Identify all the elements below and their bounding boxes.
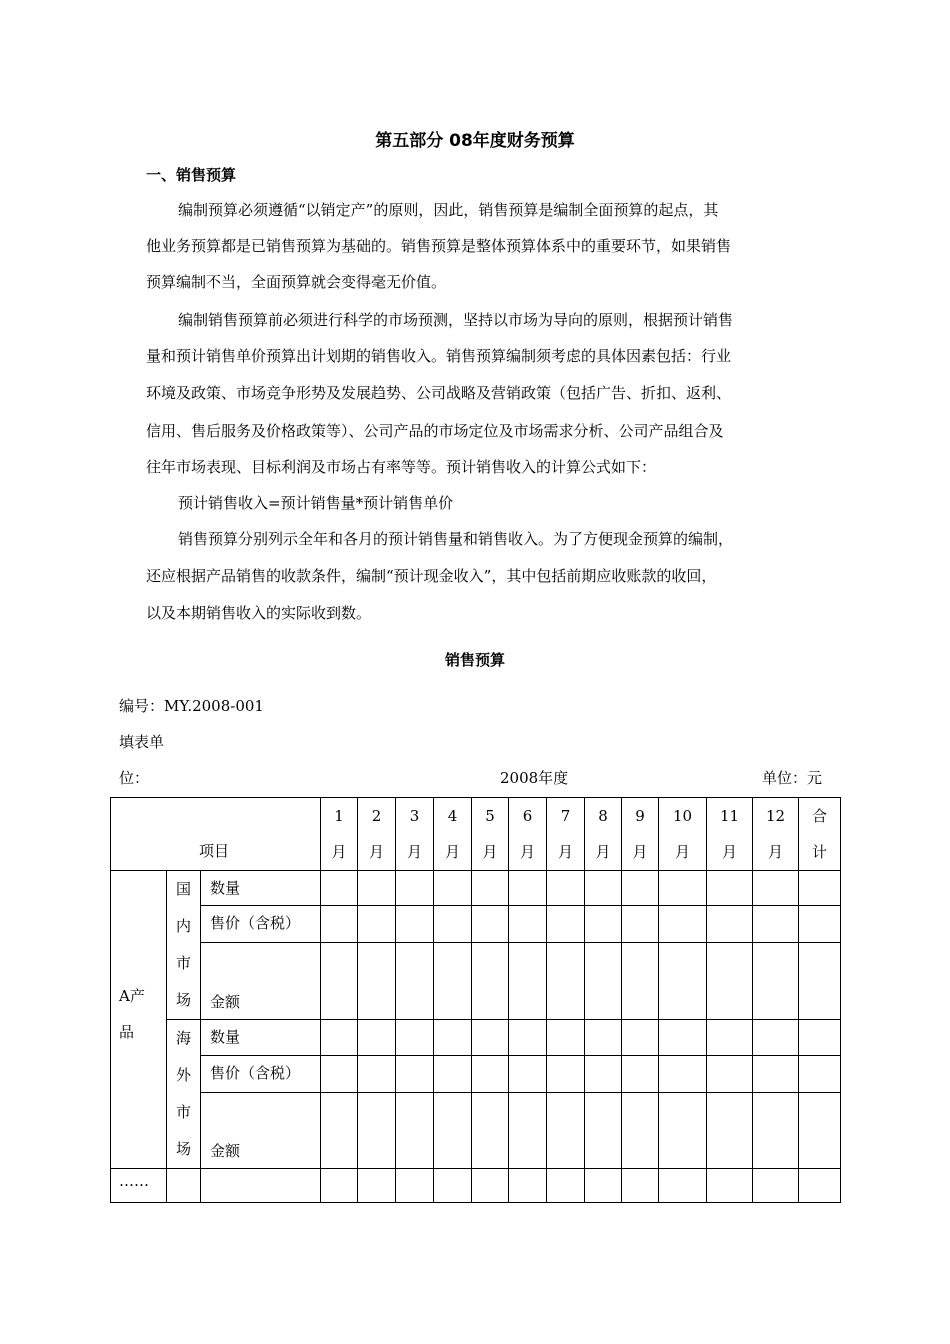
month-suffix: 月 [632,843,648,861]
cell [396,871,434,906]
cell [547,1092,585,1168]
month-number: 1 [334,807,344,825]
cell [547,906,585,942]
item-header: 项目 [199,842,230,860]
paragraph-line: 往年市场表现、目标利润及市场占有率等等。预计销售收入的计算公式如下： [146,458,657,476]
product-label-line1: A产 [119,987,145,1005]
cell [659,906,707,942]
month-header-4 [434,798,472,871]
cell [434,906,472,942]
paragraph-line: 环境及政策、市场竞争形势及发展趋势、公司战略及营销政策（包括广告、折扣、返利、 [146,384,732,402]
month-number: 5 [485,807,495,825]
month-header-2 [358,798,396,871]
cell [547,1056,585,1092]
paragraph-line: 预算编制不当，全面预算就会变得毫无价值。 [146,273,447,291]
month-number: 4 [447,807,458,825]
cell [707,942,753,1019]
cell [509,942,547,1019]
cell [707,871,753,906]
month-header-10 [659,798,707,871]
cell [509,1169,547,1203]
cell [547,1020,585,1056]
paragraph-line: 他业务预算都是已销售预算为基础的。销售预算是整体预算体系中的重要环节，如果销售 [146,237,732,255]
cell [622,1056,659,1092]
market-char: 外 [175,1066,191,1084]
cell [585,1056,622,1092]
month-suffix: 月 [557,843,573,861]
row-label-price: 售价（含税） [201,906,321,942]
cell [799,906,841,942]
month-suffix: 月 [368,843,384,861]
total-header-bottom: 计 [811,843,827,861]
table-row [111,1092,841,1168]
cell [585,942,622,1019]
cell [659,1056,707,1092]
cell [509,871,547,906]
month-suffix: 月 [595,843,611,861]
cell [396,1092,434,1168]
market-char: 海 [175,1029,191,1047]
cell [358,871,396,906]
budget-year: 2008年度 [500,769,569,787]
paragraph-line: 销售预算分别列示全年和各月的预计销售量和销售收入。为了方便现金预算的编制， [178,530,734,548]
cell [707,1056,753,1092]
table-row [111,1169,841,1203]
paragraph-line: 还应根据产品销售的收款条件，编制“预计现金收入”，其中包括前期应收账款的收回， [146,567,717,585]
ellipsis-cell: …… [111,1169,167,1203]
market-overseas-cell [167,1020,201,1169]
page-title: 第五部分 08年度财务预算 [375,131,575,151]
cell [707,1169,753,1203]
cell [799,1092,841,1168]
fill-unit-label-cont: 位： [119,769,150,787]
row-label-price: 售价（含税） [201,1056,321,1092]
currency-unit: 单位：元 [762,769,823,787]
cell [321,1020,358,1056]
table-title: 销售预算 [444,651,505,669]
product-cell [111,871,167,1169]
cell [434,1169,472,1203]
cell [434,871,472,906]
month-number: 2 [371,807,382,825]
cell [434,1092,472,1168]
month-number: 12 [765,807,786,825]
month-number: 10 [672,807,693,825]
item-header-cell [111,798,321,871]
header-row [111,798,841,871]
cell [799,871,841,906]
cell [358,1056,396,1092]
market-domestic-cell [167,871,201,1020]
row-label-qty: 数量 [201,871,321,906]
month-number: 3 [409,807,420,825]
cell [201,1169,321,1203]
cell [321,906,358,942]
cell [753,906,799,942]
month-number: 7 [560,807,571,825]
cell [585,871,622,906]
month-number: 9 [635,807,645,825]
cell [472,1056,509,1092]
cell [358,942,396,1019]
month-header-5 [472,798,509,871]
cell [472,1092,509,1168]
cell [472,871,509,906]
cell [509,1092,547,1168]
month-header-8 [585,798,622,871]
month-suffix: 月 [444,843,460,861]
section-heading: 一、销售预算 [146,166,237,184]
cell [659,1169,707,1203]
cell [321,871,358,906]
table-row [111,906,841,942]
market-char: 内 [175,917,191,935]
cell [622,1169,659,1203]
paragraph-line: 信用、售后服务及价格政策等）、公司产品的市场定位及市场需求分析、公司产品组合及 [146,422,724,440]
cell [472,906,509,942]
cell [622,906,659,942]
month-suffix: 月 [767,843,783,861]
paragraph-line: 以及本期销售收入的实际收到数。 [146,604,372,622]
cell [434,1056,472,1092]
month-suffix: 月 [331,843,347,861]
cell [396,906,434,942]
cell [509,1020,547,1056]
cell [753,1092,799,1168]
month-suffix: 月 [674,843,690,861]
cell [659,942,707,1019]
cell [707,1020,753,1056]
row-label-amount: 金额 [201,942,321,1019]
month-suffix: 月 [519,843,535,861]
cell [396,942,434,1019]
total-header [799,798,841,871]
total-header-top: 合 [811,807,827,825]
table-row [111,1020,841,1056]
paragraph-line: 编制预算必须遵循“以销定产”的原则，因此，销售预算是编制全面预算的起点，其 [178,201,719,219]
cell [585,1169,622,1203]
cell [358,906,396,942]
cell [707,1092,753,1168]
cell [547,942,585,1019]
market-char: 市 [175,1103,191,1121]
formula-line: 预计销售收入=预计销售量*预计销售单价 [178,494,454,512]
cell [585,1020,622,1056]
cell [472,1169,509,1203]
cell [753,871,799,906]
month-header-3 [396,798,434,871]
cell [622,942,659,1019]
cell [799,942,841,1019]
document-number: 编号：MY.2008-001 [119,697,264,715]
cell [753,1056,799,1092]
month-header-7 [547,798,585,871]
cell [622,1092,659,1168]
cell [472,1020,509,1056]
market-char: 国 [175,880,191,898]
month-suffix: 月 [406,843,422,861]
month-number: 6 [522,807,533,825]
product-label-line2: 品 [119,1023,135,1041]
month-header-9 [622,798,659,871]
month-header-1 [321,798,358,871]
month-number: 8 [598,807,608,825]
table-row [111,942,841,1019]
month-header-6 [509,798,547,871]
month-header-11 [707,798,753,871]
cell [753,1169,799,1203]
cell [167,1169,201,1203]
cell [799,1020,841,1056]
cell [509,1056,547,1092]
fill-unit-label: 填表单 [119,733,165,751]
cell [659,1020,707,1056]
cell [585,906,622,942]
cell [434,1020,472,1056]
cell [321,1169,358,1203]
cell [659,1092,707,1168]
cell [358,1020,396,1056]
row-label-amount: 金额 [201,1092,321,1168]
cell [396,1020,434,1056]
paragraph-line: 编制销售预算前必须进行科学的市场预测，坚持以市场为导向的原则，根据预计销售 [178,311,734,329]
month-suffix: 月 [721,843,737,861]
cell [472,942,509,1019]
cell [396,1056,434,1092]
cell [799,1056,841,1092]
cell [753,942,799,1019]
market-char: 场 [175,991,191,1009]
table-row [111,1056,841,1092]
market-char: 场 [175,1140,191,1158]
cell [321,1092,358,1168]
cell [434,942,472,1019]
sales-budget-table [110,797,841,1203]
cell [659,871,707,906]
cell [321,942,358,1019]
month-number: 11 [719,807,740,825]
cell [547,1169,585,1203]
cell [707,906,753,942]
market-char: 市 [175,954,191,972]
cell [622,871,659,906]
cell [622,1020,659,1056]
row-label-qty: 数量 [201,1020,321,1056]
month-header-12 [753,798,799,871]
cell [753,1020,799,1056]
cell [585,1092,622,1168]
table-row [111,871,841,906]
cell [358,1169,396,1203]
cell [358,1092,396,1168]
cell [547,871,585,906]
cell [396,1169,434,1203]
cell [321,1056,358,1092]
month-suffix: 月 [482,843,498,861]
cell [509,906,547,942]
paragraph-line: 量和预计销售单价预算出计划期的销售收入。销售预算编制须考虑的具体因素包括：行业 [146,347,732,365]
cell [799,1169,841,1203]
